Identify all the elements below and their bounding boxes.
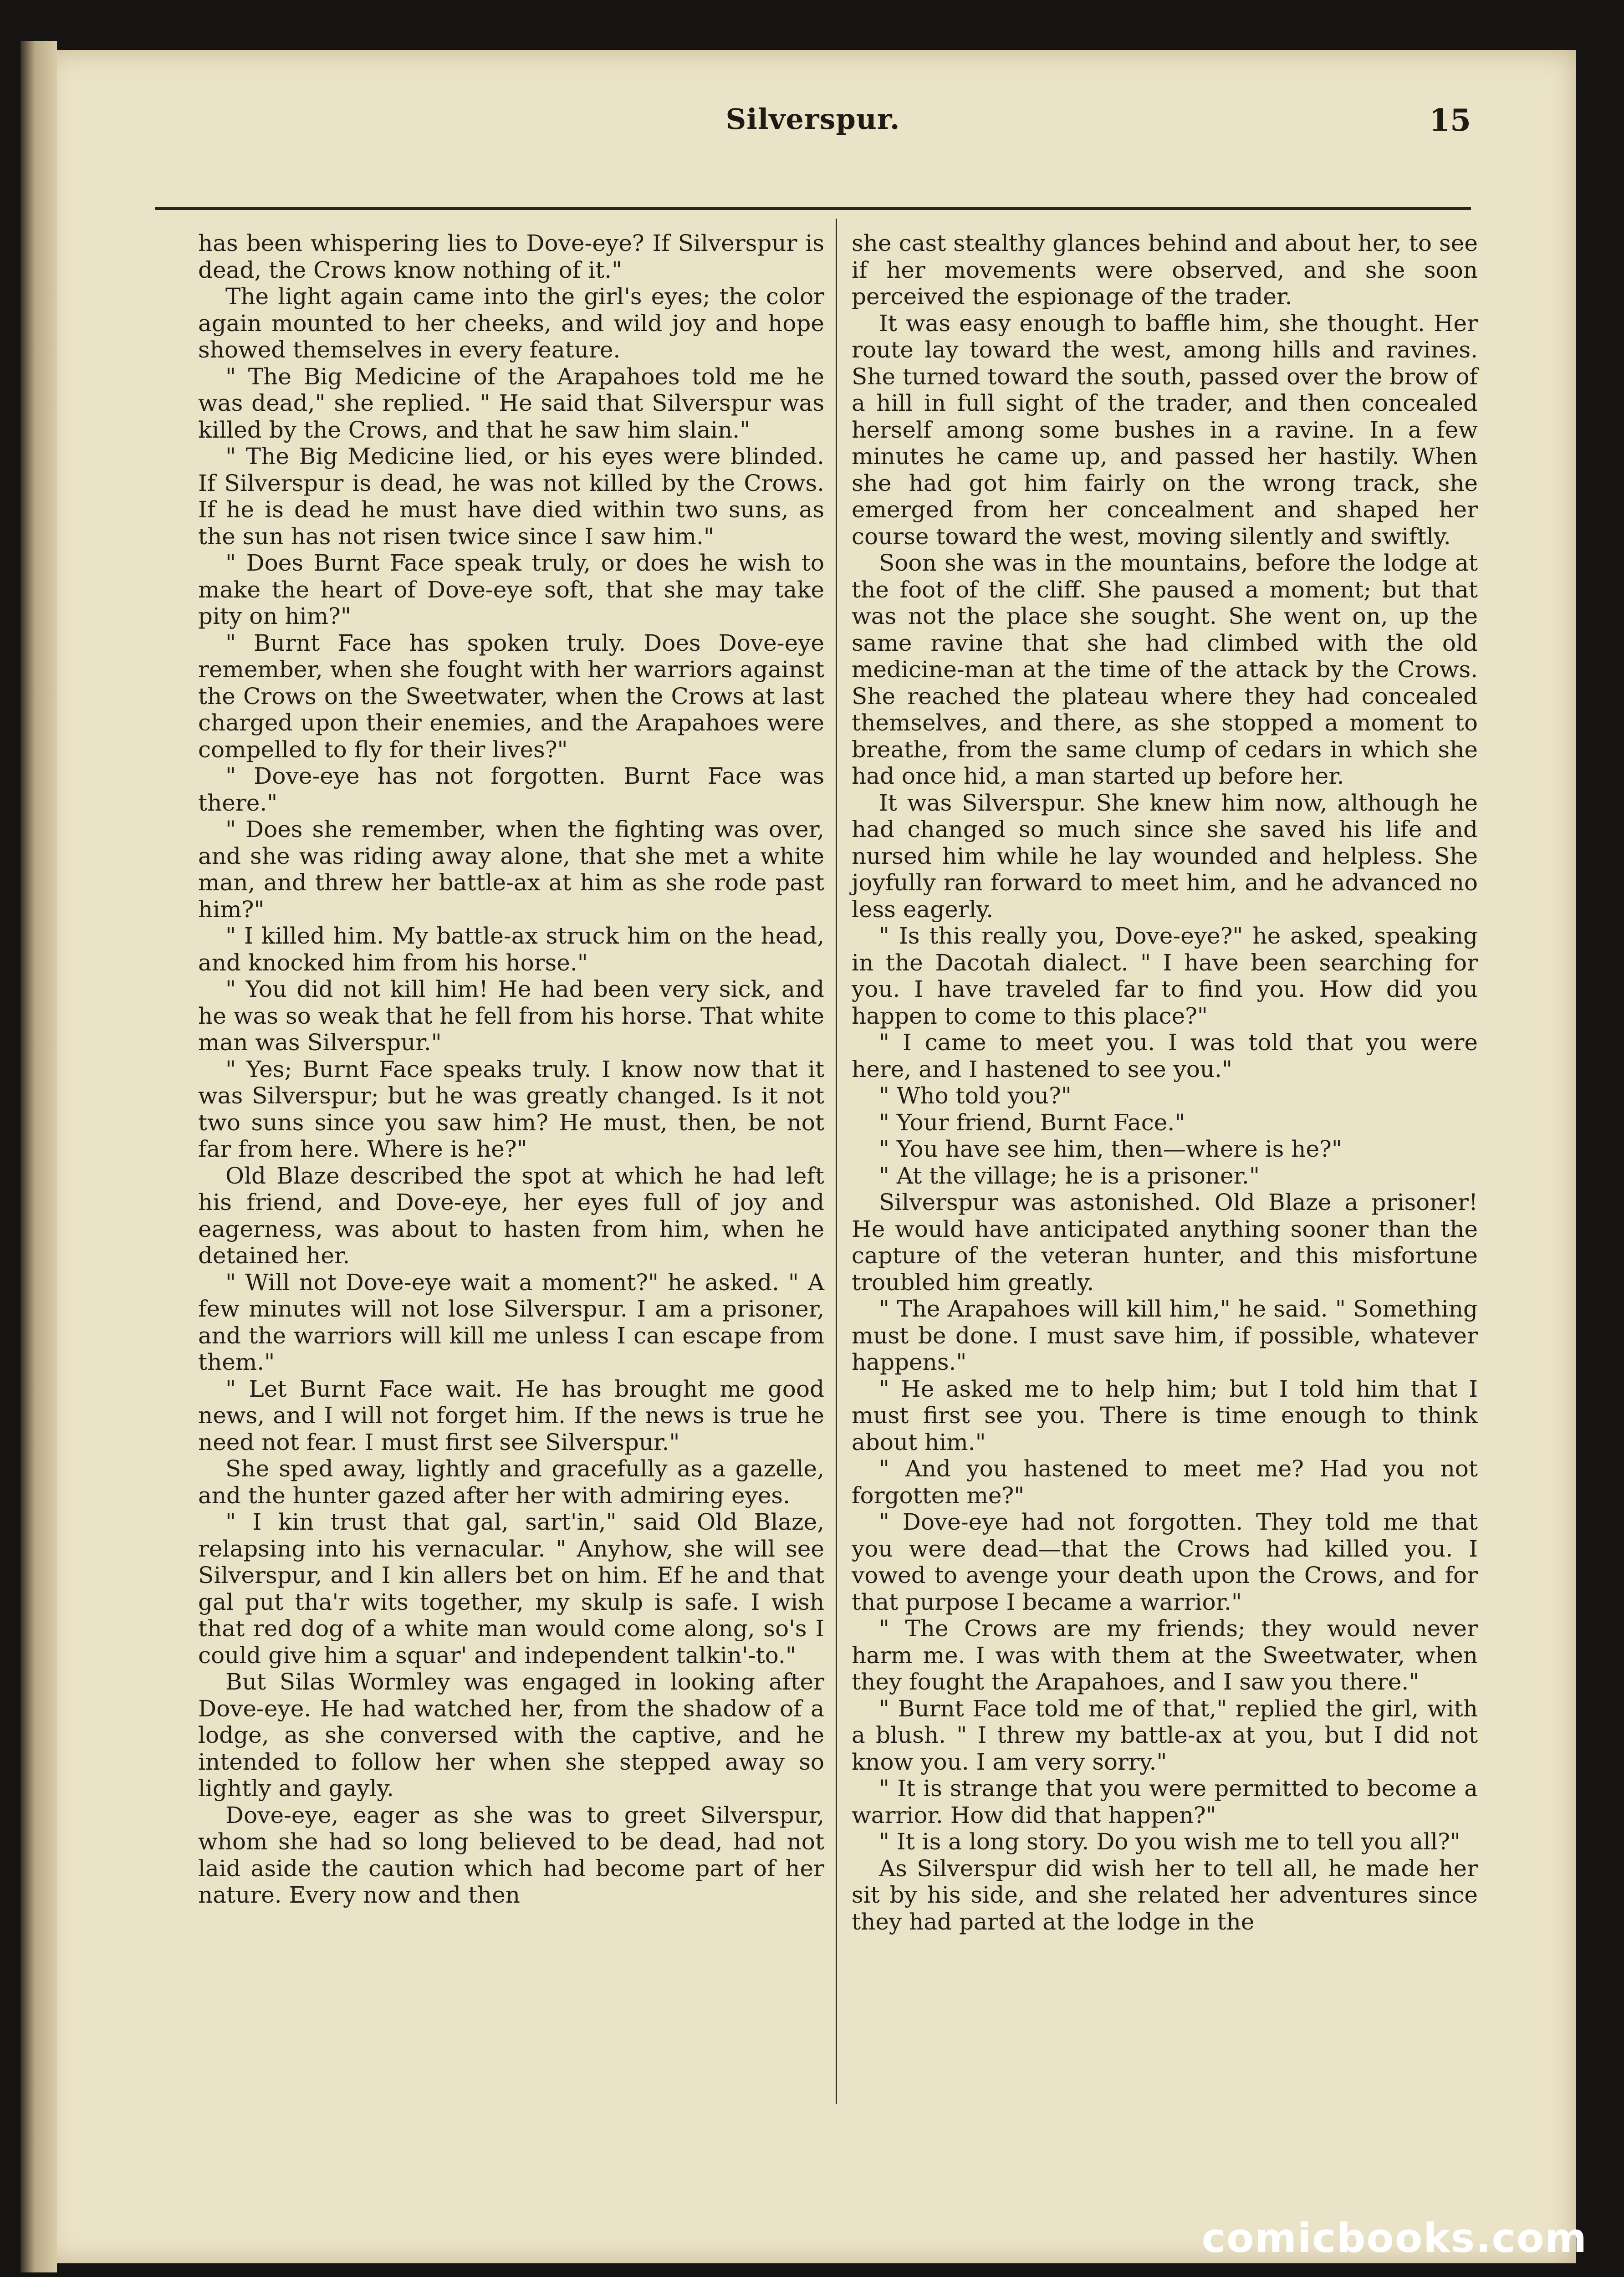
watermark: comicbooks.com — [1201, 2215, 1588, 2262]
paragraph: But Silas Wormley was engaged in looking after Dove-eye. He had watched her, from the shadow of a lodge, as she conversed with the captive, and he intended to follow her when she stepped away so lightly and gayly. — [198, 1669, 824, 1802]
paragraph: " Burnt Face told me of that," replied the girl, with a blush. " I threw my battle-ax at you, but I did not know you. I am very sorry." — [852, 1695, 1478, 1775]
paragraph: " And you hastened to meet me? Had you not forgotten me?" — [852, 1455, 1478, 1509]
paragraph: " I kin trust that gal, sart'in," said Old Blaze, relapsing into his vernacular. " Anyhow, she will see Silverspur, and I kin allers bet on him. Ef he and that gal put tha'r wits together, my skulp is safe. I wish that red dog of a white man would come along, so's I could give him a squar' and independent talkin'-to." — [198, 1509, 824, 1669]
paragraph: " Is this really you, Dove-eye?" he asked, speaking in the Dacotah dialect. " I have been searching for you. I have traveled far to find you. How did you happen to come to this place?" — [852, 923, 1478, 1029]
paragraph: " Your friend, Burnt Face." — [879, 1109, 1185, 1136]
paragraph: Silverspur was astonished. Old Blaze a prisoner! He would have anticipated anything sooner than the capture of the veteran hunter, and this misfortune troubled him greatly. — [852, 1189, 1478, 1296]
paragraph: " You did not kill him! He had been very sick, and he was so weak that he fell from his horse. That white man was Silverspur." — [198, 976, 824, 1056]
paragraph: " You have see him, then—where is he?" — [879, 1136, 1342, 1162]
header-rule — [155, 207, 1471, 210]
paragraph: She sped away, lightly and gracefully as a gazelle, and the hunter gazed after her with admiring eyes. — [198, 1455, 824, 1509]
paragraph: " The Big Medicine of the Arapahoes told me he was dead," she replied. " He said that Silverspur was killed by the Crows, and that he saw him slain." — [198, 363, 824, 443]
paragraph: Soon she was in the mountains, before the lodge at the foot of the cliff. She paused a moment; but that was not the place she sought. She went on, up the same ravine that she had climbed with the old medicine-man at the time of the attack by the Crows. She reached the plateau where they had concealed themselves, and there, as she stopped a moment to breathe, from the same clump of cedars in which she had once hid, a man started up before her. — [852, 550, 1478, 789]
paragraph: " Let Burnt Face wait. He has brought me good news, and I will not forget him. If the news is true he need not fear. I must first see Silverspur." — [198, 1375, 824, 1455]
paragraph: " Yes; Burnt Face speaks truly. I know now that it was Silverspur; but he was greatly changed. Is it not two suns since you saw him? He must, then, be not far from here. Where is he?" — [198, 1056, 824, 1162]
paragraph: " Will not Dove-eye wait a moment?" he asked. " A few minutes will not lose Silverspur. I am a prisoner, and the warriors will kill me unless I can escape from them." — [198, 1269, 824, 1375]
paragraph: Old Blaze described the spot at which he had left his friend, and Dove-eye, her eyes full of joy and eagerness, was about to hasten from him, when he detained her. — [198, 1162, 824, 1269]
paragraph: Dove-eye, eager as she was to greet Silverspur, whom she had so long believed to be dead, had not laid aside the caution which had become part of her nature. Every now and then — [198, 1802, 824, 1908]
paragraph: " At the village; he is a prisoner." — [879, 1162, 1260, 1189]
column-divider — [836, 219, 837, 2104]
paragraph: As Silverspur did wish her to tell all, he made her sit by his side, and she related her adventures since they had parted at the lodge in the — [852, 1855, 1478, 1935]
paragraph: " The Arapahoes will kill him," he said. " Something must be done. I must save him, if possible, whatever happens." — [852, 1296, 1478, 1375]
left-column — [198, 230, 824, 2111]
paragraph: " It is strange that you were permitted to become a warrior. How did that happen?" — [852, 1775, 1478, 1828]
paragraph: " Dove-eye had not forgotten. They told me that you were dead—that the Crows had killed you. I vowed to avenge your death upon the Crows, and for that purpose I became a warrior." — [852, 1509, 1478, 1615]
paragraph: It was easy enough to baffle him, she thought. Her route lay toward the west, among hills and ravines. She turned toward the south, passed over the brow of a hill in full sight of the trader, and then concealed herself among some bushes in a ravine. In a few minutes he came up, and passed her hastily. When she had got him fairly on the wrong track, she emerged from her concealment and shaped her course toward the west, moving silently and swiftly. — [852, 310, 1478, 550]
paragraph: " Who told you?" — [879, 1082, 1072, 1109]
running-title: Silverspur. — [725, 102, 900, 136]
paragraph: It was Silverspur. She knew him now, although he had changed so much since she saved his life and nursed him while he lay wounded and helpless. She joyfully ran forward to meet him, and he advanced no less eagerly. — [852, 789, 1478, 923]
paragraph: " Burnt Face has spoken truly. Does Dove-eye remember, when she fought with her warriors against the Crows on the Sweetwater, when the Crows at last charged upon their enemies, and the Arapahoes were compelled to fly for their lives?" — [198, 629, 824, 763]
paragraph: she cast stealthy glances behind and about her, to see if her movements were observed, and she soon perceived the espionage of the trader. — [852, 230, 1478, 310]
paragraph: " I killed him. My battle-ax struck him on the head, and knocked him from his horse." — [198, 923, 824, 976]
page-header — [155, 102, 1471, 157]
paragraph: " The Big Medicine lied, or his eyes were blinded. If Silverspur is dead, he was not killed by the Crows. If he is dead he must have died within two suns, as the sun has not risen twice since I saw him." — [198, 443, 824, 550]
paragraph: " I came to meet you. I was told that you were here, and I hastened to see you." — [852, 1029, 1478, 1082]
paragraph: " It is a long story. Do you wish me to tell you all?" — [879, 1828, 1461, 1855]
paragraph: " He asked me to help him; but I told him that I must first see you. There is time enough to think about him." — [852, 1375, 1478, 1455]
paragraph: has been whispering lies to Dove-eye? If Silverspur is dead, the Crows know nothing of it." — [198, 230, 824, 283]
right-column — [852, 230, 1478, 2111]
paragraph: " Does Burnt Face speak truly, or does he wish to make the heart of Dove-eye soft, that she may take pity on him?" — [198, 550, 824, 629]
paragraph: The light again came into the girl's eyes; the color again mounted to her cheeks, and wild joy and hope showed themselves in every feature. — [198, 283, 824, 363]
paragraph: " Dove-eye has not forgotten. Burnt Face was there." — [198, 763, 824, 816]
paragraph: " Does she remember, when the fighting was over, and she was riding away alone, that she met a white man, and threw her battle-ax at him as she rode past him?" — [198, 816, 824, 923]
paragraph: " The Crows are my friends; they would never harm me. I was with them at the Sweetwater, when they fought the Arapahoes, and I saw you there." — [852, 1615, 1478, 1695]
page-number: 15 — [1429, 102, 1471, 138]
